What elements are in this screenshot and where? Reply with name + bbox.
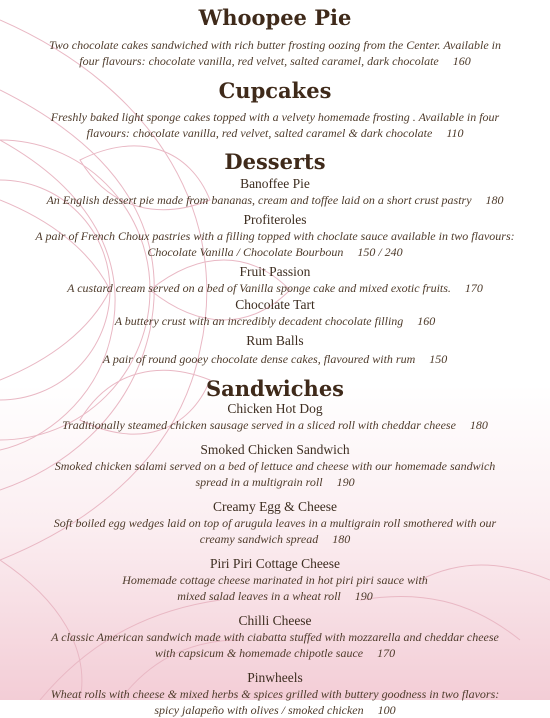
description-line: Smoked chicken salami served on a bed of lettuce and cheese with our homemade sandwich <box>54 459 496 473</box>
description-line: Traditionally steamed chicken sausage served in a sliced roll with cheddar cheese 180 <box>62 418 488 432</box>
description-line: spread in a multigrain roll 190 <box>195 475 355 489</box>
item-name: Piri Piri Cottage Cheese <box>209 556 341 571</box>
description-line: Homemade cottage cheese marinated in hot piri piri sauce with <box>122 573 428 587</box>
price: 110 <box>446 126 464 140</box>
menu-item-profiteroles <box>0 212 550 260</box>
item-name: Creamy Egg & Cheese <box>212 499 338 514</box>
item-name: Profiteroles <box>243 212 307 227</box>
section-title: Cupcakes <box>218 78 332 103</box>
item-name: Fruit Passion <box>239 264 311 279</box>
menu-item-piri-piri-cottage-cheese <box>0 556 550 604</box>
menu-item-fruit-passion <box>0 264 550 296</box>
menu-item-chocolate-tart <box>0 297 550 329</box>
menu-item-chicken-hot-dog <box>0 401 550 433</box>
description-line: Wheat rolls with cheese & mixed herbs & spices grilled with buttery goodness in two flavors: <box>50 687 500 701</box>
price: 190 <box>336 475 355 489</box>
section-cupcakes <box>0 79 550 141</box>
price: 170 <box>377 646 396 660</box>
menu-item-smoked-chicken-sandwich <box>0 442 550 490</box>
price: 180 <box>332 532 351 546</box>
description-line: with capsicum & homemade chipotle sauce 170 <box>154 646 396 660</box>
description-line: A classic American sandwich made with ciabatta stuffed with mozzarella and cheddar cheese <box>51 630 499 644</box>
price: 150 / 240 <box>357 245 403 259</box>
price: 160 <box>452 54 471 68</box>
item-name: Banoffee Pie <box>240 176 310 191</box>
description-line: spicy jalapeño with olives / smoked chicken 100 <box>154 703 396 717</box>
price: 190 <box>354 589 373 603</box>
description-line: Two chocolate cakes sandwiched with rich butter frosting oozing from the Center. Available in <box>49 38 501 52</box>
description-line: Freshly baked light sponge cakes topped with a velvety homemade frosting . Available in four <box>50 110 500 124</box>
item-name: Chocolate Tart <box>235 297 315 312</box>
item-name: Rum Balls <box>246 333 304 348</box>
description-line: A buttery crust with an incredibly decadent chocolate filling 160 <box>114 314 436 328</box>
description-line: A custard cream served on a bed of Vanilla sponge cake and mixed exotic fruits. 170 <box>67 281 483 295</box>
menu-item-creamy-egg-cheese <box>0 499 550 547</box>
description-line: A pair of French Choux pastries with a filling topped with choclate sauce available in two flavours: <box>35 229 515 243</box>
menu-item-banoffee-pie <box>0 176 550 208</box>
description-line: An English dessert pie made from bananas, cream and toffee laid on a short crust pastry 180 <box>46 193 504 207</box>
price: 150 <box>429 352 448 366</box>
description-line: A pair of round gooey chocolate dense cakes, flavoured with rum 150 <box>102 352 448 366</box>
price: 100 <box>377 703 396 717</box>
section-title: Desserts <box>224 149 326 174</box>
section-title: Sandwiches <box>205 376 345 401</box>
item-name: Chilli Cheese <box>238 613 312 628</box>
item-name: Chicken Hot Dog <box>227 401 323 416</box>
item-name: Smoked Chicken Sandwich <box>200 442 350 457</box>
menu-item-chilli-cheese <box>0 613 550 661</box>
section-whoopee-pie <box>0 0 550 69</box>
price: 180 <box>485 193 504 207</box>
description-line: creamy sandwich spread 180 <box>199 532 351 546</box>
section-sandwiches <box>0 377 550 718</box>
price: 160 <box>417 314 436 328</box>
price: 170 <box>464 281 483 295</box>
description-line: Chocolate Vanilla / Chocolate Bourboun 150 / 240 <box>147 245 403 259</box>
description-line: four flavours: chocolate vanilla, red velvet, salted caramel, dark chocolate 160 <box>79 54 471 68</box>
description-line: flavours: chocolate vanilla, red velvet, salted caramel & dark chocolate 110 <box>86 126 464 140</box>
description-line: Soft boiled egg wedges laid on top of arugula leaves in a multigrain roll smothered with our <box>53 516 497 530</box>
section-title: Whoopee Pie <box>198 5 352 30</box>
menu-item-rum-balls <box>0 333 550 367</box>
price: 180 <box>469 418 488 432</box>
description-line: mixed salad leaves in a wheat roll 190 <box>177 589 373 603</box>
menu-item-pinwheels <box>0 670 550 718</box>
item-name: Pinwheels <box>247 670 303 685</box>
section-desserts <box>0 150 550 367</box>
